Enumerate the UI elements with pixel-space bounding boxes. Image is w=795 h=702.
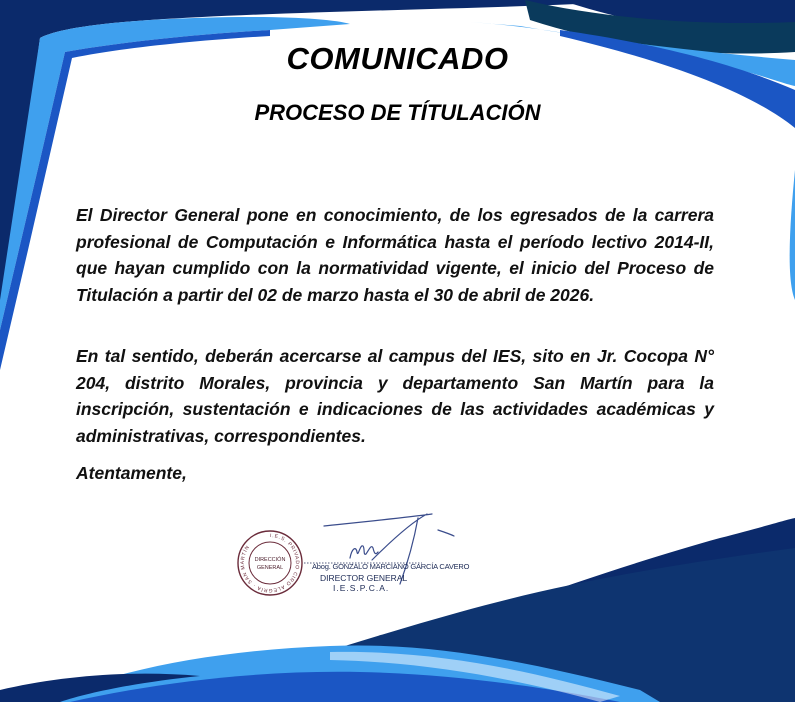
right-blue-wave — [790, 170, 795, 300]
stamp-center-line-1: DIRECCIÓN — [254, 557, 286, 563]
announcement-paragraph-2: En tal sentido, deberán acercarse al campus del IES, sito en Jr. Cocopa N° 204, distrito Morales, provincia y departamento San Martín para la inscripción, sustentación e indicaciones de las actividades académicas y administrativas, correspondientes. — [76, 346, 714, 446]
signatory-role: DIRECTOR GENERAL — [320, 573, 408, 583]
stamp-ring-text: I.E.S. PRIVADO CIRO ALEGRÍA · SAN MARTÍN — [239, 532, 300, 594]
official-stamp — [232, 500, 482, 620]
signatory-institution: I.E.S.P.C.A. — [333, 583, 390, 593]
stamp-center-line-2: GENERAL — [256, 565, 284, 571]
page-subtitle: PROCESO DE TÍTULACIÓN — [254, 100, 541, 125]
closing-text: Atentamente, — [76, 463, 187, 483]
signatory-name: Abog. GONZALO MARCIANO GARCÍA CAVERO — [312, 562, 470, 571]
signature-block — [232, 500, 482, 620]
page-title: COMUNICADO — [286, 41, 509, 76]
announcement-paragraph-1: El Director General pone en conocimiento, de los egresados de la carrera profesional de Computación e Informática hasta el período lectivo 2014-II, que hayan cumplido con la normatividad vigente, el inicio del Proceso de Titulación a partir del 02 de marzo hasta el 30 de abril de 2026. — [76, 205, 714, 305]
